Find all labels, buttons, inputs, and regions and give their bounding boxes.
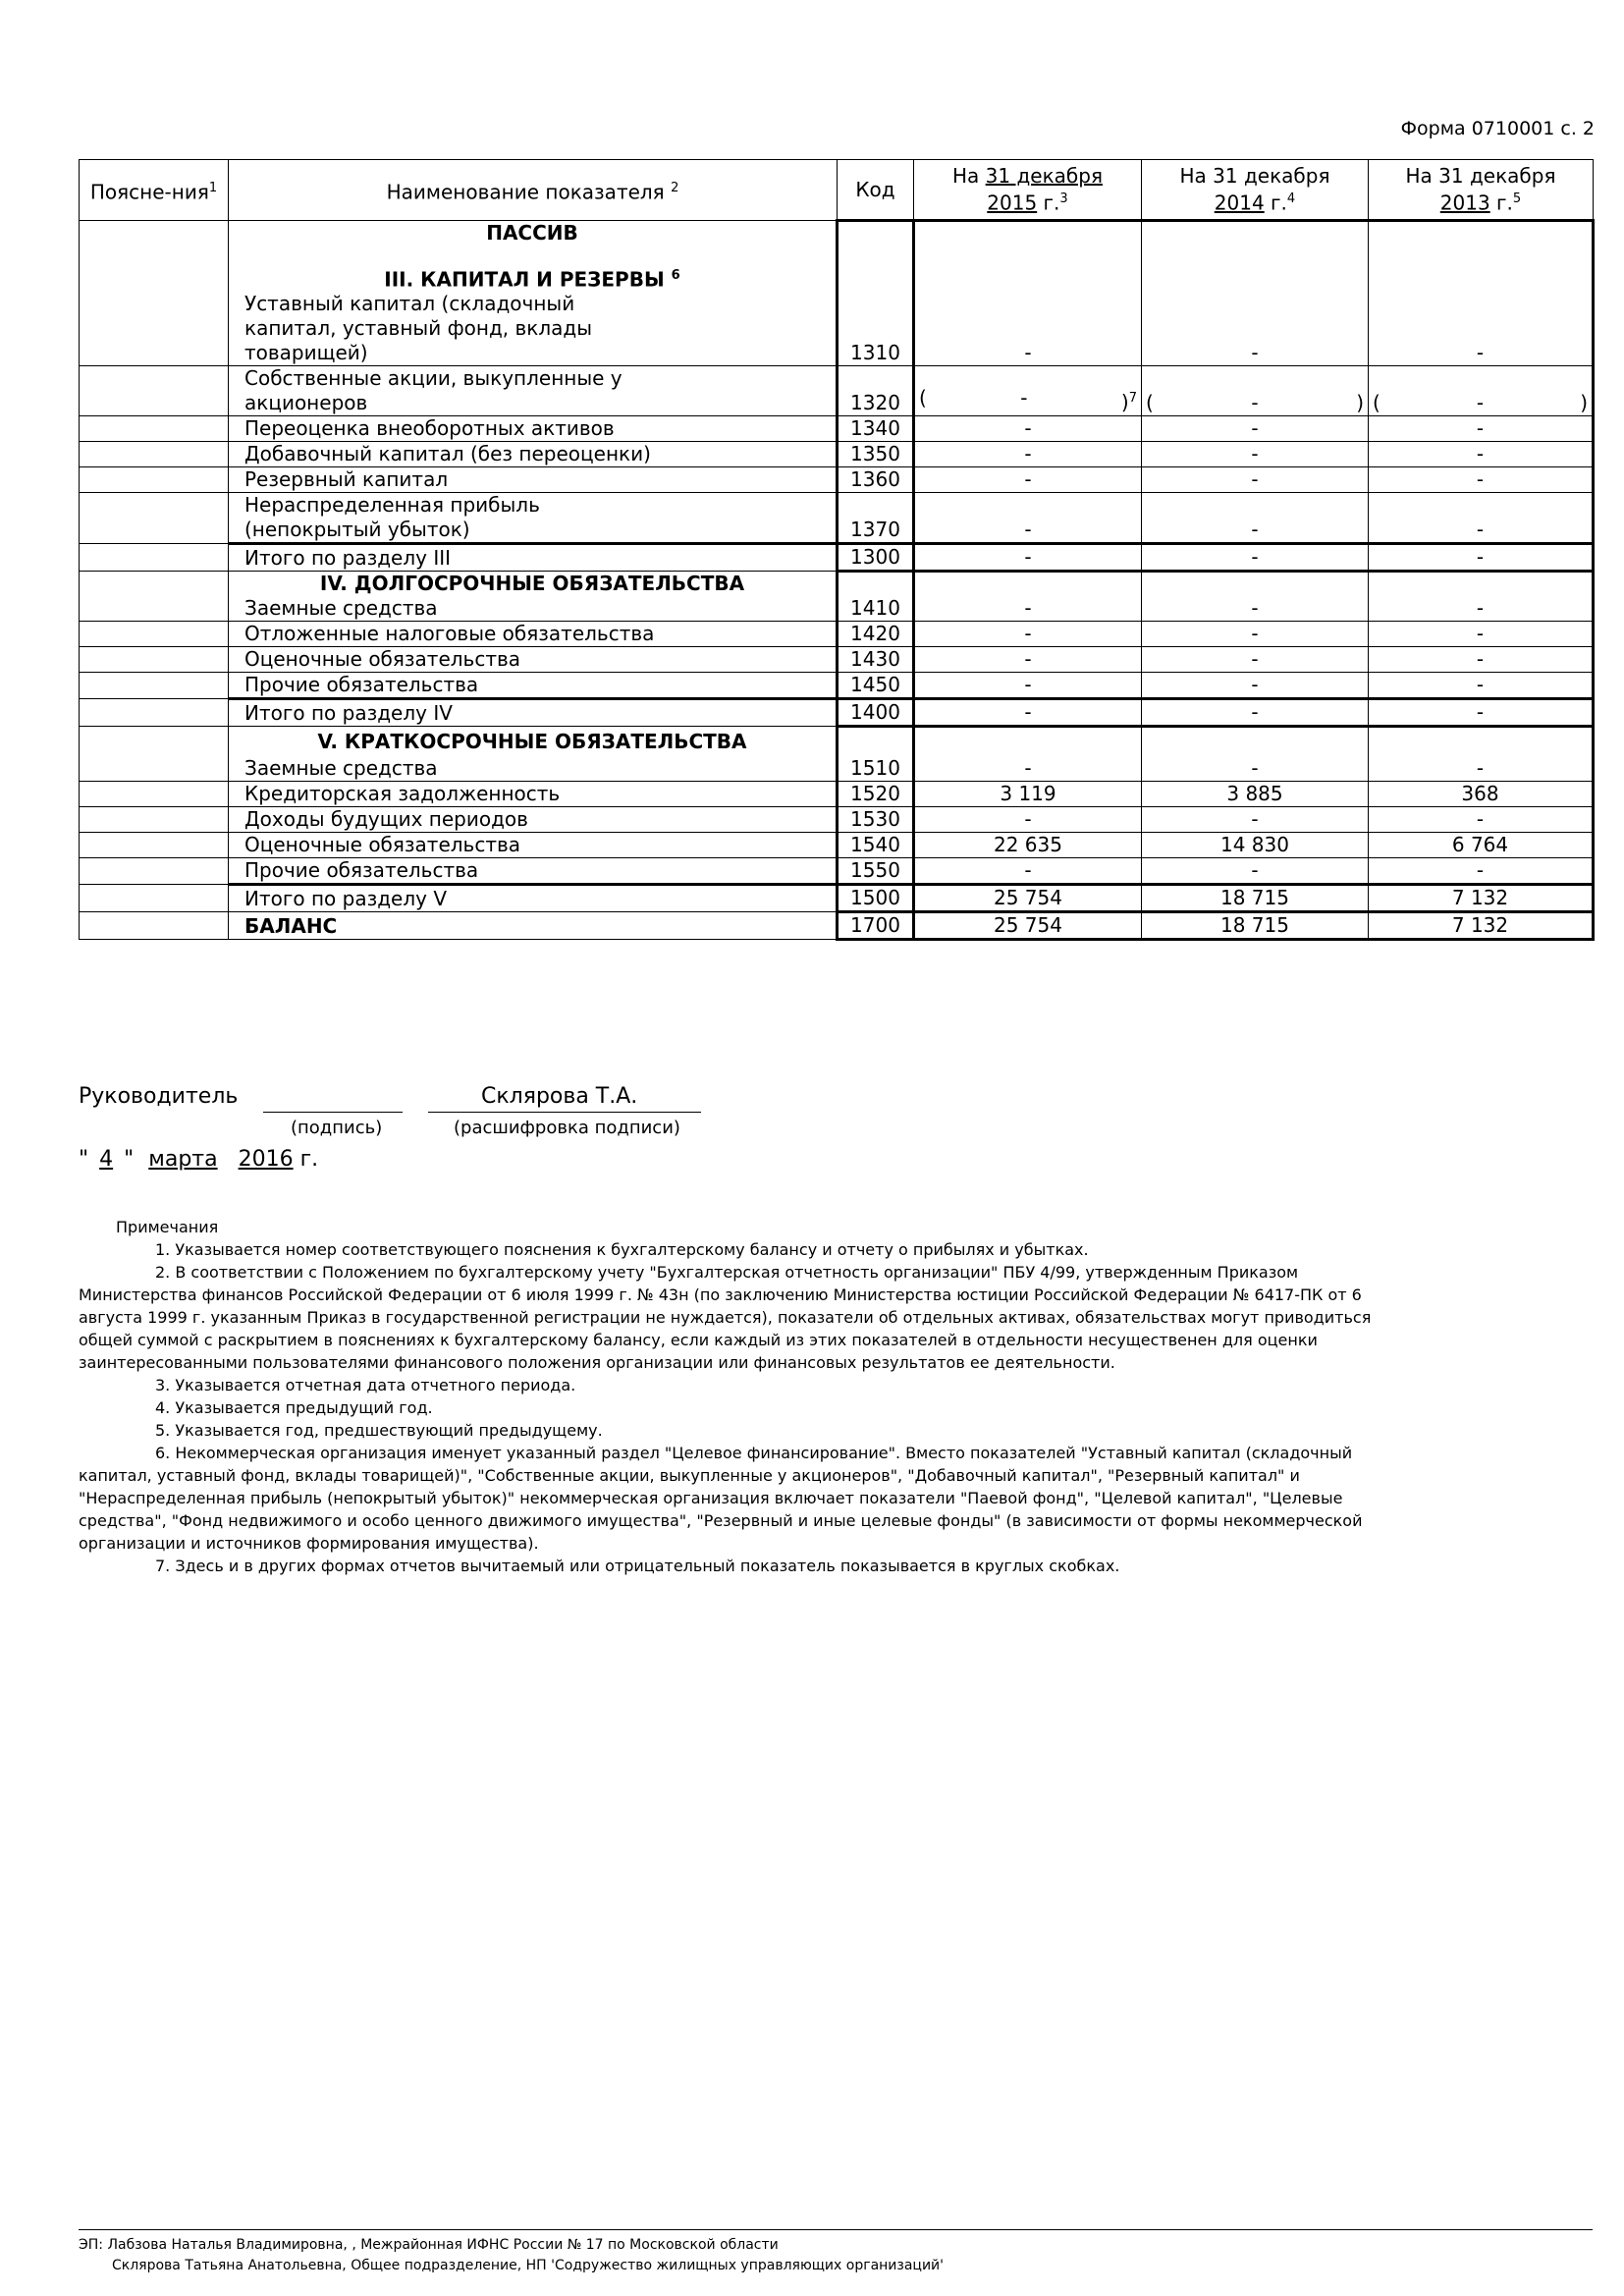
value-2014: - (1142, 857, 1369, 884)
value-2015: 25 754 (914, 911, 1142, 939)
row-code: 1430 (838, 646, 914, 672)
value-2013: - (1369, 571, 1594, 621)
note-item: 6. Некоммерческая организация именует указанный раздел "Целевое финансирование". Вместо показателей "Уставный капитал (складочный капитал, уставный фонд, вклады товарищей)", "Собственные акции, выкупленные у акционеров", "Добавочный капитал", "Резервный капитал" и "Нераспределенная прибыль (непокрытый убыток)" некоммерческая организация включает показатели "Паевой фонд", "Целевой капитал", "Целевые средства", "Фонд недвижимого и особо ценного движимого имущества", "Резервный и иные целевые фонды" (в зависимости от формы некоммерческой организации и источников формирования имущества). (79, 1444, 1363, 1553)
value-2014: - (1142, 221, 1369, 366)
note-item: 3. Указывается отчетная дата отчетного периода. (155, 1376, 576, 1394)
value-2014: - (1142, 698, 1369, 726)
row-name: БАЛАНС (229, 911, 838, 939)
value-2015: - (914, 221, 1142, 366)
section-header (229, 221, 838, 366)
row-code: 1310 (838, 221, 914, 366)
col-header-2015: На 31 декабря 2015 г.$^3$ (914, 160, 1142, 221)
row-name: Итого по разделу V (229, 884, 838, 911)
value-2015: ( - )$^7$ (914, 365, 1142, 415)
value-2014: - (1142, 806, 1369, 832)
value-2015: - (914, 466, 1142, 492)
section-title-passiv: ПАССИВ (486, 221, 578, 245)
section-title-iii: III. КАПИТАЛ И РЕЗЕРВЫ $^6$ (384, 267, 680, 292)
section-header (229, 571, 838, 621)
row-code: 1300 (838, 543, 914, 571)
value-2015: - (914, 726, 1142, 781)
section-header (229, 726, 838, 781)
form-label: Форма 0710001 с. 2 (1400, 118, 1595, 139)
row-code: 1410 (838, 571, 914, 621)
table-row (80, 365, 1594, 415)
row-code: 1530 (838, 806, 914, 832)
signature-role: Руководитель (79, 1084, 239, 1109)
row-name: Добавочный капитал (без переоценки) (229, 441, 838, 466)
table-row-total (80, 698, 1594, 726)
row-code: 1420 (838, 621, 914, 646)
value-2015: - (914, 571, 1142, 621)
row-code: 1400 (838, 698, 914, 726)
row-name: Заемные средства (244, 755, 438, 780)
row-name: Доходы будущих периодов (229, 806, 838, 832)
table-row (80, 832, 1594, 857)
table-row (80, 781, 1594, 806)
signature-decode-caption: (расшифровка подписи) (454, 1118, 680, 1138)
value-2013: - (1369, 543, 1594, 571)
value-2015: - (914, 646, 1142, 672)
row-name: Заемные средства (244, 595, 438, 620)
value-2014: - (1142, 441, 1369, 466)
table-header-row (80, 160, 1594, 221)
footer-line-2: Склярова Татьяна Анатольевна, Общее подразделение, НП 'Содружество жилищных управляющих организаций' (112, 2258, 944, 2273)
note-item: 2. В соответствии с Положением по бухгалтерскому учету "Бухгалтерская отчетность организации" ПБУ 4/99, утвержденным Приказом Министерства финансов Российской Федерации от 6 июля 1999 г. № 43н (по заключению Министерства юстиции Российской Федерации № 6417-ПК от 6 августа 1999 г. указанным Приказ в государственной регистрации не нуждается), показатели об отдельных активах, обязательствах могут приводиться общей суммой с раскрытием в пояснениях к бухгалтерскому балансу, если каждый из этих показателей в отдельности несущественен для оценки заинтересованными пользователями финансового положения организации или финансовых результатов ее деятельности. (79, 1263, 1372, 1372)
row-name: Отложенные налоговые обязательства (229, 621, 838, 646)
value-2013: - (1369, 857, 1594, 884)
value-2014: - (1142, 672, 1369, 698)
row-name: Переоценка внеоборотных активов (229, 415, 838, 441)
row-code: 1700 (838, 911, 914, 939)
row-code: 1350 (838, 441, 914, 466)
signature-date: " 4 " марта 2016 г. (79, 1147, 319, 1172)
value-2013: - (1369, 698, 1594, 726)
value-2015: 25 754 (914, 884, 1142, 911)
table-row (80, 857, 1594, 884)
value-2013: - (1369, 806, 1594, 832)
notes-title: Примечания (116, 1218, 219, 1236)
table-row-total (80, 543, 1594, 571)
value-2015: - (914, 543, 1142, 571)
value-2014: - (1142, 492, 1369, 543)
table-row-total (80, 884, 1594, 911)
row-name: Оценочные обязательства (229, 832, 838, 857)
section-title-iv: IV. ДОЛГОСРОЧНЫЕ ОБЯЗАТЕЛЬСТВА (319, 571, 745, 595)
row-code: 1500 (838, 884, 914, 911)
row-code: 1550 (838, 857, 914, 884)
note-item: 4. Указывается предыдущий год. (155, 1398, 433, 1417)
footer-divider (79, 2229, 1593, 2230)
row-code: 1510 (838, 726, 914, 781)
value-2014: - (1142, 621, 1369, 646)
note-item: 1. Указывается номер соответствующего пояснения к бухгалтерскому балансу и отчету о прибылях и убытках. (155, 1240, 1089, 1259)
value-2015: - (914, 441, 1142, 466)
row-name: Оценочные обязательства (229, 646, 838, 672)
signature-caption: (подпись) (291, 1118, 383, 1138)
table-row (80, 221, 1594, 366)
value-2013: - (1369, 672, 1594, 698)
row-code: 1360 (838, 466, 914, 492)
value-2014: - (1142, 415, 1369, 441)
table-row (80, 441, 1594, 466)
value-2014: - (1142, 466, 1369, 492)
value-2015: - (914, 415, 1142, 441)
value-2013: ( - ) (1369, 365, 1594, 415)
col-header-2013: На 31 декабря 2013 г.$^5$ (1369, 160, 1594, 221)
row-name: Уставный капитал (складочный капитал, уставный фонд, вклады товарищей) (244, 291, 593, 364)
value-2015: - (914, 857, 1142, 884)
digital-signature-footer (79, 2235, 944, 2276)
balance-table (79, 159, 1595, 941)
value-2015: - (914, 621, 1142, 646)
table-row (80, 571, 1594, 621)
table-row (80, 621, 1594, 646)
value-2014: 18 715 (1142, 884, 1369, 911)
value-2015: - (914, 492, 1142, 543)
value-2013: - (1369, 441, 1594, 466)
row-code: 1540 (838, 832, 914, 857)
table-row-balance (80, 911, 1594, 939)
section-title-v: V. КРАТКОСРОЧНЫЕ ОБЯЗАТЕЛЬСТВА (317, 729, 747, 753)
value-2014: ( - ) (1142, 365, 1369, 415)
note-item: 5. Указывается год, предшествующий предыдущему. (155, 1421, 603, 1440)
table-row (80, 492, 1594, 543)
value-2014: - (1142, 726, 1369, 781)
value-2014: 18 715 (1142, 911, 1369, 939)
row-name: Резервный капитал (229, 466, 838, 492)
col-header-code: Код (838, 160, 914, 221)
signature-line (263, 1112, 403, 1113)
value-2014: 3 885 (1142, 781, 1369, 806)
value-2013: - (1369, 726, 1594, 781)
col-header-2014: На 31 декабря 2014 г.$^4$ (1142, 160, 1369, 221)
row-code: 1370 (838, 492, 914, 543)
value-2013: - (1369, 621, 1594, 646)
row-name: Итого по разделу IV (229, 698, 838, 726)
row-name: Кредиторская задолженность (229, 781, 838, 806)
value-2013: - (1369, 646, 1594, 672)
row-code: 1450 (838, 672, 914, 698)
value-2015: - (914, 698, 1142, 726)
row-code: 1340 (838, 415, 914, 441)
row-name: Нераспределенная прибыль (непокрытый убыток) (229, 492, 838, 543)
value-2013: - (1369, 415, 1594, 441)
row-name: Итого по разделу III (229, 543, 838, 571)
table-row (80, 415, 1594, 441)
footer-line-1: ЭП: Лабзова Наталья Владимировна, , Межрайонная ИФНС России № 17 по Московской области (79, 2237, 779, 2253)
table-row (80, 726, 1594, 781)
value-2013: 368 (1369, 781, 1594, 806)
table-row (80, 646, 1594, 672)
value-2013: 6 764 (1369, 832, 1594, 857)
value-2013: - (1369, 466, 1594, 492)
row-name: Прочие обязательства (229, 857, 838, 884)
value-2013: 7 132 (1369, 911, 1594, 939)
note-item: 7. Здесь и в других формах отчетов вычитаемый или отрицательный показатель показывается в круглых скобках. (155, 1557, 1120, 1575)
value-2015: 22 635 (914, 832, 1142, 857)
row-name: Собственные акции, выкупленные у акционеров (229, 365, 838, 415)
col-header-explanation: Поясне-ния$^1$ (80, 160, 229, 221)
table-row (80, 466, 1594, 492)
row-code: 1520 (838, 781, 914, 806)
value-2015: - (914, 806, 1142, 832)
table-row (80, 672, 1594, 698)
signature-name: Склярова Т.А. (481, 1084, 638, 1109)
table-row (80, 806, 1594, 832)
value-2014: - (1142, 571, 1369, 621)
value-2013: - (1369, 221, 1594, 366)
signature-name-line (428, 1112, 701, 1113)
notes (79, 1216, 1394, 1577)
row-code: 1320 (838, 365, 914, 415)
value-2014: - (1142, 543, 1369, 571)
value-2014: - (1142, 646, 1369, 672)
value-2015: 3 119 (914, 781, 1142, 806)
value-2013: - (1369, 492, 1594, 543)
value-2014: 14 830 (1142, 832, 1369, 857)
row-name: Прочие обязательства (229, 672, 838, 698)
col-header-indicator: Наименование показателя $^2$ (229, 160, 838, 221)
value-2015: - (914, 672, 1142, 698)
value-2013: 7 132 (1369, 884, 1594, 911)
